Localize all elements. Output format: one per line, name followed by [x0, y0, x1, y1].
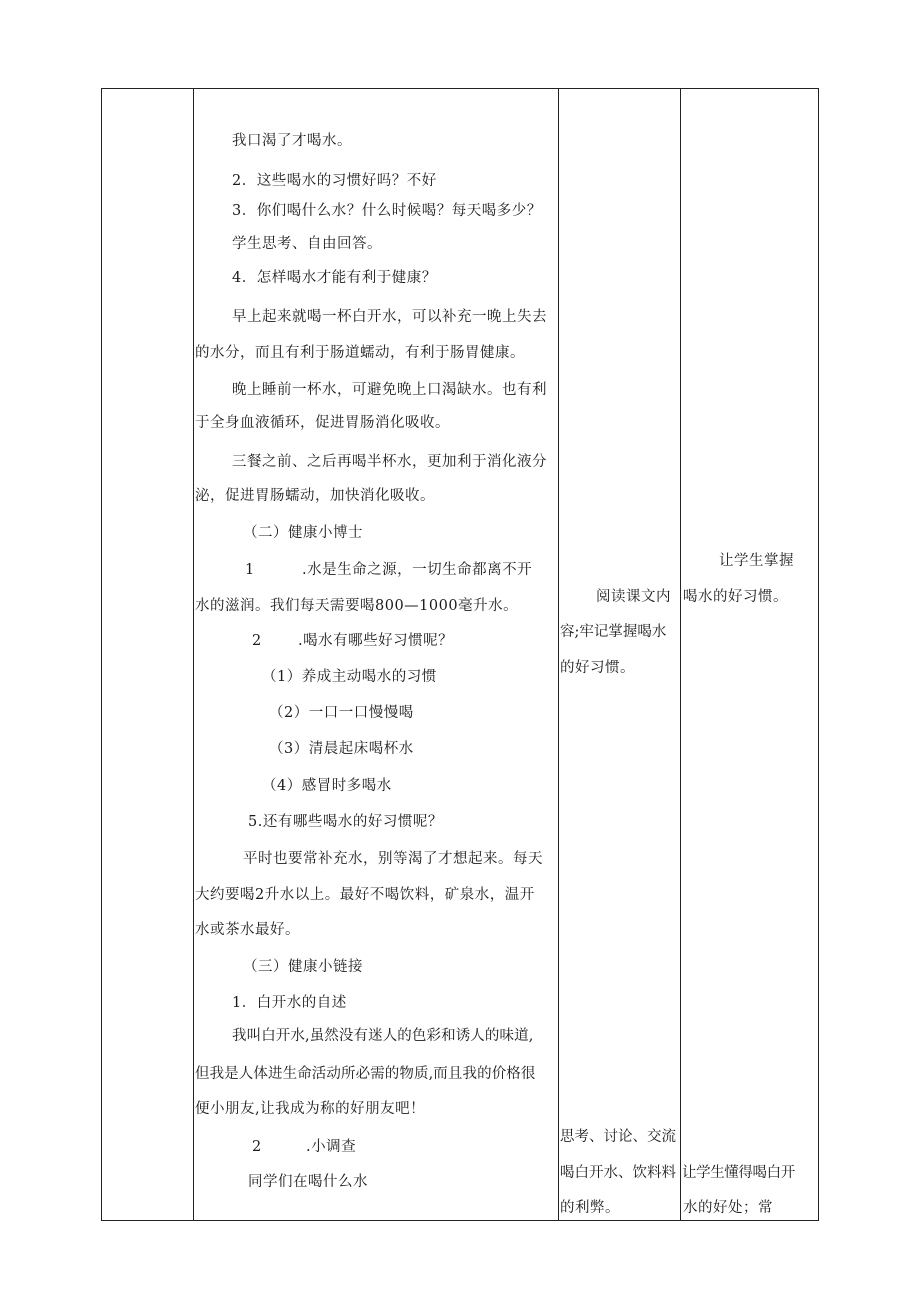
process-line: 大约要喝2升水以上。最好不喝饮料，矿泉水，温开 [195, 887, 535, 903]
process-line: .小调查 [306, 1139, 357, 1155]
process-line: 2．这些喝水的习惯好吗？不好 [232, 173, 437, 189]
column-divider-3 [680, 88, 681, 1221]
activity-line: 的利弊。 [560, 1200, 620, 1216]
table-border [101, 88, 819, 1221]
process-line: 但我是人体进生命活动所必需的物质,而且我的价格很 [195, 1066, 536, 1082]
item-number: 1 [245, 562, 255, 578]
process-line: 便小朋友,让我成为称的好朋友吧！ [195, 1101, 426, 1117]
process-line: 于全身血液循环，促进胃肠消化吸收。 [195, 415, 450, 431]
activity-line: 思考、讨论、交流 [560, 1129, 676, 1145]
process-line: 3．你们喝什么水？什么时候喝？每天喝多少？ [232, 203, 542, 219]
intent-line: 让学生掌握 [719, 553, 794, 569]
item-number: 2 [252, 1139, 262, 1155]
process-line: 5.还有哪些喝水的好习惯呢？ [248, 814, 443, 830]
habit-item: （3）清晨起床喝杯水 [269, 741, 414, 757]
habit-item: （4）感冒时多喝水 [262, 778, 392, 794]
column-divider-2 [558, 88, 559, 1221]
process-line: 泌，促进胃肠蠕动，加快消化吸收。 [195, 488, 435, 504]
process-line: 晚上睡前一杯水，可避免晚上口渴缺水。也有利 [232, 382, 547, 398]
habit-item: （2）一口一口慢慢喝 [269, 705, 414, 721]
activity-line: 容;牢记掌握喝水 [560, 624, 667, 640]
intent-line: 让学生懂得喝白开 [682, 1165, 795, 1181]
process-line: 水或茶水最好。 [195, 922, 300, 938]
activity-line: 的好习惯。 [560, 660, 635, 676]
process-line: 水的滋润。我们每天需要喝800—1000毫升水。 [195, 598, 519, 614]
section-heading: （三）健康小链接 [243, 959, 363, 975]
intent-line: 喝水的好习惯。 [683, 589, 788, 605]
activity-line: 喝白开水、饮料料 [560, 1165, 676, 1181]
process-line: 1．白开水的自述 [232, 995, 347, 1011]
process-line: 同学们在喝什么水 [248, 1174, 368, 1190]
process-line: .水是生命之源，一切生命都离不开 [302, 562, 533, 578]
column-divider-1 [193, 88, 194, 1221]
process-line: 早上起来就喝一杯白开水，可以补充一晚上失去 [232, 309, 547, 325]
process-line: 学生思考、自由回答。 [232, 236, 382, 252]
activity-line: 阅读课文内 [596, 589, 671, 605]
process-line: 4．怎样喝水才能有利于健康？ [232, 270, 437, 286]
process-line: 我口渴了才喝水。 [232, 133, 352, 149]
section-heading: （二）健康小博士 [243, 525, 363, 541]
process-line: .喝水有哪些好习惯呢？ [298, 633, 454, 649]
process-line: 三餐之前、之后再喝半杯水，更加利于消化液分 [232, 454, 547, 470]
process-line: 的水分，而且有利于肠道蠕动，有利于肠胃健康。 [195, 345, 525, 361]
process-line: 我叫白开水,虽然没有迷人的色彩和诱人的味道, [232, 1028, 534, 1044]
intent-line: 水的好处；常 [683, 1200, 773, 1216]
process-line: 平时也要常补充水，别等渴了才想起来。每天 [243, 851, 543, 867]
habit-item: （1）养成主动喝水的习惯 [262, 669, 437, 685]
item-number: 2 [252, 633, 262, 649]
